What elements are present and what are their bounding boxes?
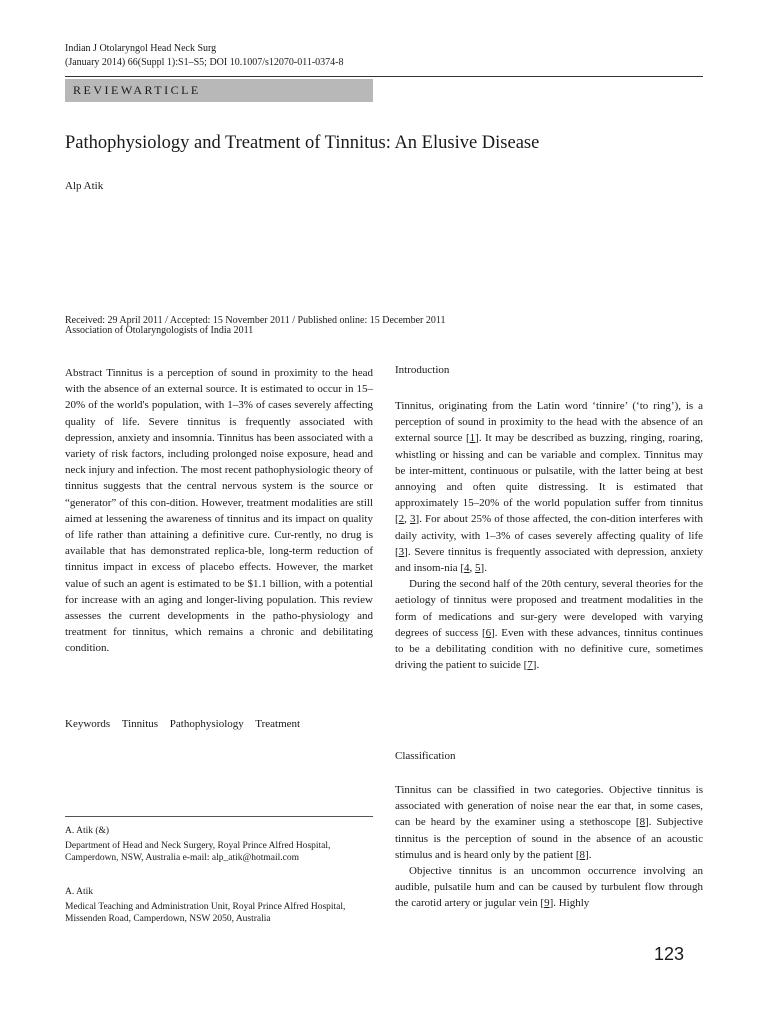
text-run: ].: [532, 659, 540, 672]
article-title: Pathophysiology and Treatment of Tinnitus: An Elusive Disease: [65, 133, 540, 153]
journal-issue: (January 2014) 66(Suppl 1):S1–S5; DOI 10.1007/s12070-011-0374-8: [65, 57, 344, 68]
affiliation-address: Department of Head and Neck Surgery, Royal Prince Alfred Hospital, Camperdown, NSW, Australia e-mail: alp_atik@hotmail.com: [65, 841, 331, 863]
author-name: Alp Atik: [65, 180, 104, 192]
citation-link[interactable]: 4: [464, 562, 470, 575]
introduction-body: [395, 398, 703, 673]
citation-link[interactable]: 3: [398, 545, 405, 558]
text-run: ]. Subjective tinnitus is the perception of sound in the absence of an acoustic stimulus and is heard only by the patient [: [395, 816, 703, 861]
section-heading-introduction: Introduction: [395, 364, 450, 376]
citation-link[interactable]: 5: [475, 562, 481, 575]
text-run: ]. It may be described as buzzing, ringing, roaring, whistling or hissing and can be variable and complex. Tinnitus may be inter-mittent, continuous or pulsatile, with the latter being at best annoying and often quite distressing. It is estimated that approximately 15–20% of the world population suffer from tinnitus [: [395, 432, 704, 526]
page-number: 123: [653, 944, 684, 964]
text-run: ,: [469, 562, 476, 575]
text-run: ]. For about 25% of those affected, the con-dition interferes with daily activity, with 1–3% of cases severely affecting quality of life [: [395, 513, 703, 558]
article-type-banner: REVIEWARTICLE: [65, 79, 373, 102]
text-run: ]. Severe tinnitus is frequently associated with depression, anxiety and insom-nia [: [395, 545, 703, 575]
keywords-line: Keywords Tinnitus Pathophysiology Treatment: [65, 718, 301, 730]
journal-name: Indian J Otolaryngol Head Neck Surg: [65, 43, 217, 54]
affiliation-1: [65, 825, 373, 864]
abstract-block: [65, 365, 373, 657]
text-run: ,: [404, 513, 411, 526]
affiliation-2: [65, 886, 373, 925]
affiliation-address: Medical Teaching and Administration Unit, Royal Prince Alfred Hospital, Missenden Road, Camperdown, NSW 2050, Australia: [65, 902, 346, 924]
publication-dates: [65, 316, 445, 336]
citation-link[interactable]: 3: [410, 513, 416, 526]
text-run: Tinnitus can be classified in two categories. Objective tinnitus is associated with generation of noise near the ear that, in some cases, can be heard by the examiner using a stethoscope [: [395, 784, 703, 829]
section-heading-classification: Classification: [395, 750, 456, 762]
citation-link[interactable]: 6: [485, 626, 492, 639]
text-run: ]. Highly: [549, 897, 590, 910]
classification-paragraph-2: [395, 863, 703, 912]
citation-link[interactable]: 2: [398, 513, 405, 526]
text-run: ]. Even with these advances, tinnitus continues to be a debilitating condition with no definitive cure, sometimes driving the patient to suicide [: [395, 626, 703, 672]
text-run: ].: [585, 848, 592, 861]
text-run: ].: [480, 562, 487, 575]
text-run: Tinnitus, originating from the Latin word ‘tinnire’ (‘to ring’), is a perception of sound in proximity to the head with the absence of an external source [: [395, 400, 703, 445]
classification-body: [395, 782, 703, 912]
abstract-text: Abstract Tinnitus is a perception of sound in proximity to the head with the absence of an external source. It is estimated to occur in 15–20% of the world's population, with 1–3% of cases severely affecting quality of life. Severe tinnitus is frequently associated with depression, anxiety and insomnia. Tinnitus has been associated with a variety of risk factors, including prolonged noise exposure, head and neck injury and infection. The most recent pathophysiologic theory of tinnitus suggests that the central nervous system is the source or “generator” of this con-dition. However, treatment modalities are still aimed at lessening the awareness of tinnitus and its impact on quality of life rather than attaining a definitive cure. Cur-rently, no drug is available that has demonstrated replica-ble, long-term reduction of tinnitus impact in excess of placebo effects. However, the market value of such an agent is estimated to be $1.1 billion, with a potential for increase with an aging and longer-living population. This review assesses the current developments in the patho-physiology and treatment for tinnitus, which remains a chronic and debilitating condition.: [65, 367, 373, 655]
citation-link[interactable]: 9: [544, 897, 550, 910]
classification-paragraph-1: [395, 782, 703, 863]
citation-link[interactable]: 1: [469, 432, 476, 445]
received-line: Received: 29 April 2011 / Accepted: 15 November 2011 / Published online: 15 December 2011: [65, 315, 446, 326]
citation-link[interactable]: 8: [579, 848, 586, 861]
citation-link[interactable]: 7: [527, 659, 533, 672]
text-run: During the second half of the 20th century, several theories for the aetiology of tinnitus were proposed and treatment modalities in the form of medications and sur-gery were developed with varying degrees of success [: [395, 578, 703, 639]
introduction-paragraph-2: [395, 576, 703, 673]
association-line: Association of Otolaryngologists of India 2011: [65, 325, 254, 336]
citation-link[interactable]: 8: [639, 816, 646, 829]
affiliation-author: A. Atik (&): [65, 826, 110, 836]
text-run: Objective tinnitus is an uncommon occurrence involving an audible, pulsatile hum and can be caused by turbulent flow through the carotid artery or jugular vein [: [395, 865, 703, 910]
affiliation-author: A. Atik: [65, 887, 93, 897]
footnote-rule: [65, 816, 373, 817]
header-rule: [65, 76, 703, 77]
introduction-paragraph-1: [395, 398, 703, 576]
